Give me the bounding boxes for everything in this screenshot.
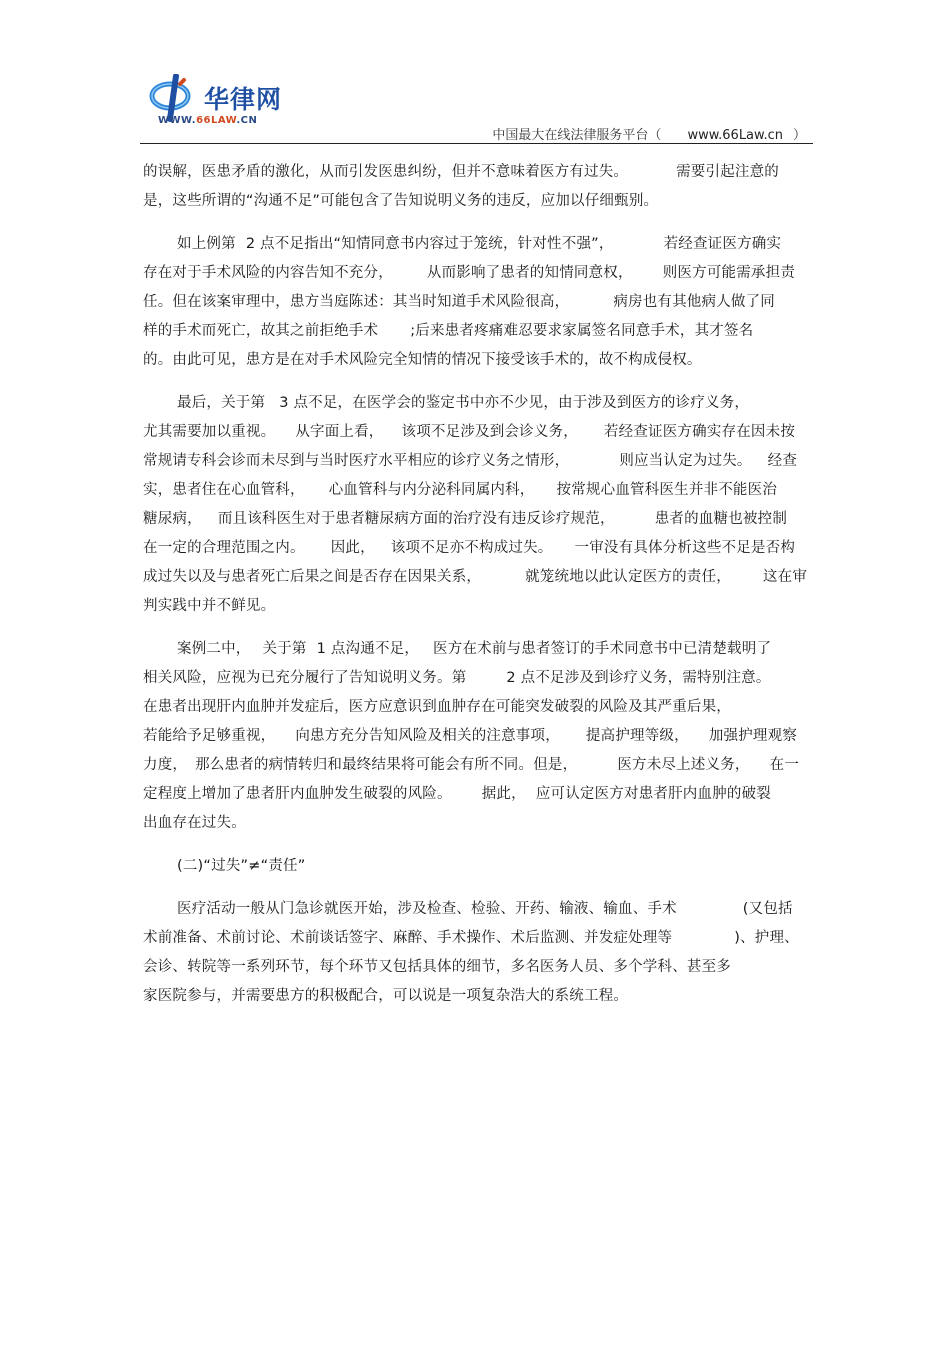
section-heading: (二)“过失”≠“责任” (177, 858, 306, 874)
text-line: 尤其需要加以重视。 从字面上看， 该项不足涉及到会诊义务， 若经查证医方确实存在因未按 (143, 424, 796, 440)
text-line: 力度， 那么患者的病情转归和最终结果将可能会有所不同。但是， 医方未尽上述义务， 在一 (143, 757, 800, 773)
page-header (0, 0, 950, 150)
text-line: 常规请专科会诊而未尽到与当时医疗水平相应的诊疗义务之情形， 则应当认定为过失。 经查 (143, 453, 798, 469)
site-link[interactable]: www.66Law.cn (687, 128, 783, 143)
text-line: 的。由此可见，患方是在对手术风险完全知情的情况下接受该手术的，故不构成侵权。 (143, 352, 702, 368)
tagline-end: ） (792, 128, 806, 143)
text-line: 案例二中， 关于第 1 点沟通不足， 医方在术前与患者签订的手术同意书中已清楚载明了 (177, 641, 772, 657)
text-line: 术前准备、术前讨论、术前谈话签字、麻醉、手术操作、术后监测、并发症处理等 )、护理、 (143, 930, 799, 946)
header-tagline (492, 124, 806, 143)
site-logo[interactable] (146, 74, 316, 136)
text-line: 的误解，医患矛盾的激化，从而引发医患纠纷，但并不意味着医方有过失。 需要引起注意的 (143, 164, 780, 180)
text-line: 存在对于手术风险的内容告知不充分， 从而影响了患者的知情同意权， 则医方可能需承担责 (143, 265, 796, 281)
text-line: 相关风险，应视为已充分履行了告知说明义务。第 2 点不足涉及到诊疗义务，需特别注意。 (143, 670, 771, 686)
text-line: 若能给予足够重视， 向患方充分告知风险及相关的注意事项， 提高护理等级， 加强护理观察 (143, 728, 798, 744)
text-line: 在患者出现肝内血肿并发症后，医方应意识到血肿存在可能突发破裂的风险及其严重后果， (143, 699, 731, 715)
text-line: 成过失以及与患者死亡后果之间是否存在因果关系， 就笼统地以此认定医方的责任， 这在审 (143, 569, 808, 585)
text-line: 出血存在过失。 (143, 815, 246, 831)
text-line: 家医院参与，并需要患方的积极配合，可以说是一项复杂浩大的系统工程。 (143, 988, 629, 1004)
logo-url: WWW.66LAW.CN (158, 115, 258, 126)
text-line: 在一定的合理范围之内。 因此， 该项不足亦不构成过失。 一审没有具体分析这些不足是否构 (143, 540, 796, 556)
text-line: 样的手术而死亡，故其之前拒绝手术 ;后来患者疼痛难忍要求家属签名同意手术，其才签名 (143, 323, 754, 339)
tagline-text: 中国最大在线法律服务平台（ (492, 128, 662, 143)
text-line: 定程度上增加了患者肝内血肿发生破裂的风险。 据此， 应可认定医方对患者肝内血肿的破裂 (143, 786, 772, 802)
document-body (143, 158, 807, 1011)
text-line: 最后，关于第 3 点不足，在医学会的鉴定书中亦不少见，由于涉及到医方的诊疗义务， (177, 395, 750, 411)
header-divider (140, 143, 813, 144)
text-line: 如上例第 2 点不足指出“知情同意书内容过于笼统，针对性不强”， 若经查证医方确实 (177, 236, 782, 252)
text-line: 任。但在该案审理中，患方当庭陈述：其当时知道手术风险很高， 病房也有其他病人做了同 (143, 294, 776, 310)
text-line: 医疗活动一般从门急诊就医开始，涉及检查、检验、开药、输液、输血、手术 (又包括 (177, 901, 793, 917)
text-line: 会诊、转院等一系列环节，每个环节又包括具体的细节，多名医务人员、多个学科、甚至多 (143, 959, 731, 975)
text-line: 实，患者住在心血管科， 心血管科与内分泌科同属内科， 按常规心血管科医生并非不能医治 (143, 482, 778, 498)
logo-title: 华律网 (204, 85, 283, 114)
text-line: 判实践中并不鲜见。 (143, 598, 276, 614)
text-line: 糖尿病， 而且该科医生对于患者糖尿病方面的治疗没有违反诊疗规范， 患者的血糖也被控制 (143, 511, 788, 527)
text-line: 是，这些所谓的“沟通不足”可能包含了告知说明义务的违反，应加以仔细甄别。 (143, 193, 659, 209)
